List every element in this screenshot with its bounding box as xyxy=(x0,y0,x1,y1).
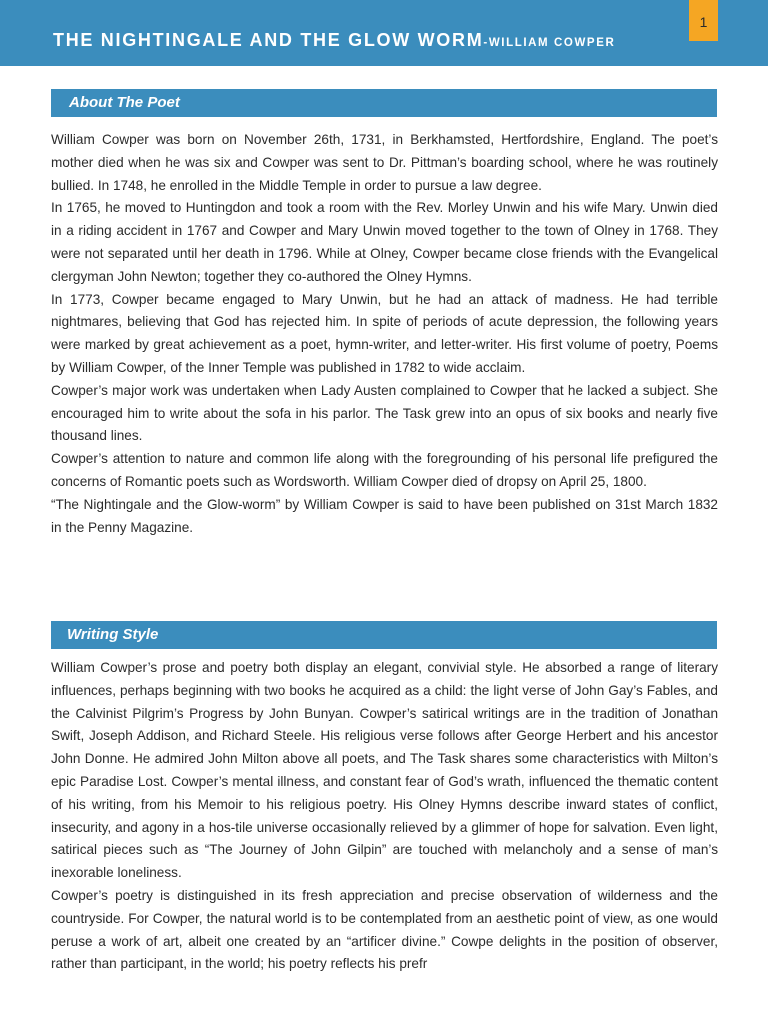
section-heading-text: About The Poet xyxy=(69,94,180,111)
section-heading-text: Writing Style xyxy=(67,626,159,643)
section-body-writing-style xyxy=(51,657,718,1009)
author-name: WILLIAM COWPER xyxy=(488,37,616,49)
paragraph: Cowper’s poetry is distinguished in its fresh appreciation and precise observation of wilderness and the countryside. For Cowper, the natural world is to be contemplated from an aesthetic point of view, as one would peruse a work of art, albeit one created by an “artificer divine.” Cowpe delights in the position of observer, rather than participant, in the world; his poetry reflects his prefr xyxy=(51,887,718,972)
paragraph: William Cowper’s prose and poetry both display an elegant, convivial style. He absorbed a range of literary influences, perhaps beginning with two books he acquired as a child: the light verse of John Gay’s Fables, and the Calvinist Pilgrim’s Progress by John Bunyan. Cowper’s satirical writings are in the tradition of Jonathan Swift, Joseph Addison, and Richard Steele. His religious verse follows after George Herbert and his ancestor John Donne. He admired John Milton above all poets, and The Task shares some characteristics with Milton’s epic Paradise Lost. Cowper’s mental illness, and constant fear of God’s wrath, influenced the thematic content of his writing, from his Memoir to his religious poetry. His Olney Hymns describe inward states of conflict, insecurity, and agony in a hos-tile universe occasionally relieved by a glimmer of hope for salvation. Even light, satirical pieces such as “The Journey of John Gilpin” are touched with melancholy and a sense of man’s inexorable loneliness. xyxy=(51,660,718,881)
section-body-about xyxy=(51,129,718,539)
section-heading-about xyxy=(51,89,717,117)
paragraph: In 1773, Cowper became engaged to Mary Unwin, but he had an attack of madness. He had terrible nightmares, believing that God has rejected him. In spite of periods of acute depression, the following years were marked by great achievement as a poet, hymn-writer, and letter-writer. His first volume of poetry, Poems by William Cowper, of the Inner Temple was published in 1782 to wide acclaim. xyxy=(51,291,718,375)
paragraph: William Cowper was born on November 26th, 1731, in Berkhamsted, Hertfordshire, England. The poet’s mother died when he was six and Cowper was sent to Dr. Pittman’s boarding school, where he was routinely bullied. In 1748, he enrolled in the Middle Temple in order to pursue a law degree. xyxy=(51,132,718,193)
header-bar xyxy=(0,0,768,66)
document-title xyxy=(53,29,615,54)
paragraph: “The Nightingale and the Glow-worm” by William Cowper is said to have been published on 31st March 1832 in the Penny Magazine. xyxy=(51,496,718,535)
section-heading-writing-style xyxy=(51,621,717,649)
paragraph: Cowper’s major work was undertaken when Lady Austen complained to Cowper that he lacked a subject. She encouraged him to write about the sofa in his parlor. The Task grew into an opus of six books and nearly five thousand lines. xyxy=(51,382,718,444)
title-text: THE NIGHTINGALE AND THE GLOW WORM xyxy=(53,30,484,50)
title-separator: - xyxy=(483,37,489,49)
paragraph: In 1765, he moved to Huntingdon and took a room with the Rev. Morley Unwin and his wife Mary. Unwin died in a riding accident in 1767 and Cowper and Mary Unwin moved together to the town of Olney in 1768. They were not separated until her death in 1796. While at Olney, Cowper became close friends with the Evangelical clergyman John Newton; together they co-authored the Olney Hymns. xyxy=(51,200,718,284)
paragraph: Cowper’s attention to nature and common life along with the foregrounding of his personal life prefigured the concerns of Romantic poets such as Wordsworth. William Cowper died of dropsy on April 25, 1800. xyxy=(51,451,718,489)
page-number-badge: 1 xyxy=(689,0,718,41)
